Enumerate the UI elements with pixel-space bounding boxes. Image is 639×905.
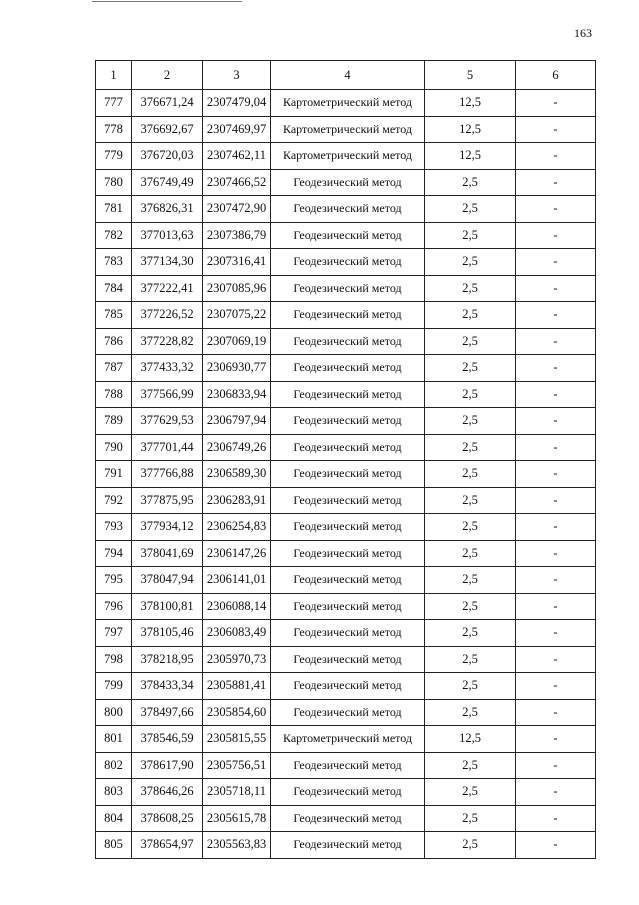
table-row <box>96 805 596 832</box>
cell-point-number: 788 <box>96 381 132 408</box>
cell-method: Геодезический метод <box>271 461 425 488</box>
cell-note: - <box>516 222 596 249</box>
cell-point-number: 795 <box>96 567 132 594</box>
cell-x-coordinate: 378433,34 <box>132 673 203 700</box>
cell-x-coordinate: 377134,30 <box>132 249 203 276</box>
cell-point-number: 799 <box>96 673 132 700</box>
cell-note: - <box>516 646 596 673</box>
cell-x-coordinate: 377934,12 <box>132 514 203 541</box>
cell-method: Геодезический метод <box>271 434 425 461</box>
cell-y-coordinate: 2306749,26 <box>203 434 271 461</box>
cell-note: - <box>516 275 596 302</box>
table-row <box>96 673 596 700</box>
cell-x-coordinate: 378047,94 <box>132 567 203 594</box>
cell-y-coordinate: 2307085,96 <box>203 275 271 302</box>
cell-point-number: 779 <box>96 143 132 170</box>
cell-x-coordinate: 378105,46 <box>132 620 203 647</box>
cell-accuracy: 2,5 <box>425 222 516 249</box>
header-col-2: 2 <box>132 61 203 90</box>
coordinates-table <box>95 60 596 859</box>
cell-y-coordinate: 2306254,83 <box>203 514 271 541</box>
cell-note: - <box>516 832 596 859</box>
table-row <box>96 90 596 117</box>
cell-method: Картометрический метод <box>271 116 425 143</box>
cell-method: Геодезический метод <box>271 832 425 859</box>
cell-note: - <box>516 514 596 541</box>
cell-note: - <box>516 196 596 223</box>
cell-y-coordinate: 2306283,91 <box>203 487 271 514</box>
cell-y-coordinate: 2306083,49 <box>203 620 271 647</box>
cell-note: - <box>516 620 596 647</box>
cell-x-coordinate: 377766,88 <box>132 461 203 488</box>
cell-note: - <box>516 567 596 594</box>
top-rule <box>92 1 242 2</box>
header-col-4: 4 <box>271 61 425 90</box>
table-row <box>96 381 596 408</box>
cell-note: - <box>516 593 596 620</box>
table-row <box>96 434 596 461</box>
table-row <box>96 116 596 143</box>
cell-y-coordinate: 2307069,19 <box>203 328 271 355</box>
cell-method: Геодезический метод <box>271 408 425 435</box>
cell-point-number: 789 <box>96 408 132 435</box>
table-row <box>96 540 596 567</box>
cell-accuracy: 2,5 <box>425 752 516 779</box>
cell-note: - <box>516 434 596 461</box>
table-header <box>96 61 596 90</box>
table-row <box>96 620 596 647</box>
table-row <box>96 408 596 435</box>
table-row <box>96 487 596 514</box>
table-row <box>96 593 596 620</box>
cell-note: - <box>516 752 596 779</box>
cell-y-coordinate: 2305718,11 <box>203 779 271 806</box>
cell-x-coordinate: 376720,03 <box>132 143 203 170</box>
cell-accuracy: 2,5 <box>425 169 516 196</box>
cell-y-coordinate: 2306833,94 <box>203 381 271 408</box>
cell-x-coordinate: 378546,59 <box>132 726 203 753</box>
cell-method: Геодезический метод <box>271 249 425 276</box>
table-row <box>96 222 596 249</box>
cell-method: Геодезический метод <box>271 540 425 567</box>
cell-method: Картометрический метод <box>271 726 425 753</box>
cell-method: Геодезический метод <box>271 779 425 806</box>
cell-x-coordinate: 377222,41 <box>132 275 203 302</box>
cell-point-number: 798 <box>96 646 132 673</box>
cell-note: - <box>516 355 596 382</box>
page-number: 163 <box>574 26 592 40</box>
cell-note: - <box>516 90 596 117</box>
table-row <box>96 752 596 779</box>
cell-x-coordinate: 377228,82 <box>132 328 203 355</box>
cell-accuracy: 2,5 <box>425 673 516 700</box>
cell-point-number: 797 <box>96 620 132 647</box>
table-row <box>96 249 596 276</box>
cell-y-coordinate: 2307479,04 <box>203 90 271 117</box>
cell-method: Геодезический метод <box>271 514 425 541</box>
cell-point-number: 805 <box>96 832 132 859</box>
cell-x-coordinate: 377226,52 <box>132 302 203 329</box>
cell-method: Геодезический метод <box>271 752 425 779</box>
cell-accuracy: 2,5 <box>425 646 516 673</box>
table-row <box>96 514 596 541</box>
cell-y-coordinate: 2306930,77 <box>203 355 271 382</box>
header-col-6: 6 <box>516 61 596 90</box>
cell-point-number: 801 <box>96 726 132 753</box>
cell-point-number: 777 <box>96 90 132 117</box>
cell-note: - <box>516 805 596 832</box>
cell-accuracy: 2,5 <box>425 408 516 435</box>
cell-accuracy: 2,5 <box>425 196 516 223</box>
cell-accuracy: 2,5 <box>425 514 516 541</box>
cell-y-coordinate: 2305756,51 <box>203 752 271 779</box>
table-body <box>96 90 596 859</box>
cell-method: Картометрический метод <box>271 90 425 117</box>
header-col-5: 5 <box>425 61 516 90</box>
cell-x-coordinate: 376749,49 <box>132 169 203 196</box>
cell-y-coordinate: 2305881,41 <box>203 673 271 700</box>
cell-point-number: 792 <box>96 487 132 514</box>
cell-accuracy: 2,5 <box>425 620 516 647</box>
cell-point-number: 785 <box>96 302 132 329</box>
cell-x-coordinate: 377566,99 <box>132 381 203 408</box>
cell-accuracy: 2,5 <box>425 328 516 355</box>
cell-y-coordinate: 2306147,26 <box>203 540 271 567</box>
cell-x-coordinate: 377013,63 <box>132 222 203 249</box>
cell-note: - <box>516 328 596 355</box>
cell-method: Геодезический метод <box>271 487 425 514</box>
cell-point-number: 790 <box>96 434 132 461</box>
cell-accuracy: 2,5 <box>425 461 516 488</box>
cell-x-coordinate: 378041,69 <box>132 540 203 567</box>
cell-accuracy: 12,5 <box>425 143 516 170</box>
header-col-1: 1 <box>96 61 132 90</box>
cell-accuracy: 2,5 <box>425 805 516 832</box>
cell-y-coordinate: 2306088,14 <box>203 593 271 620</box>
cell-method: Геодезический метод <box>271 302 425 329</box>
table-row <box>96 169 596 196</box>
table-row <box>96 832 596 859</box>
cell-accuracy: 12,5 <box>425 726 516 753</box>
table-row <box>96 699 596 726</box>
cell-y-coordinate: 2307316,41 <box>203 249 271 276</box>
cell-x-coordinate: 377629,53 <box>132 408 203 435</box>
cell-point-number: 787 <box>96 355 132 382</box>
cell-accuracy: 2,5 <box>425 249 516 276</box>
cell-accuracy: 2,5 <box>425 540 516 567</box>
cell-y-coordinate: 2307472,90 <box>203 196 271 223</box>
header-col-3: 3 <box>203 61 271 90</box>
table-row <box>96 275 596 302</box>
cell-point-number: 780 <box>96 169 132 196</box>
cell-note: - <box>516 249 596 276</box>
cell-y-coordinate: 2307386,79 <box>203 222 271 249</box>
cell-note: - <box>516 116 596 143</box>
cell-x-coordinate: 378218,95 <box>132 646 203 673</box>
cell-y-coordinate: 2307469,97 <box>203 116 271 143</box>
cell-x-coordinate: 377701,44 <box>132 434 203 461</box>
cell-accuracy: 2,5 <box>425 699 516 726</box>
cell-point-number: 800 <box>96 699 132 726</box>
table-row <box>96 328 596 355</box>
cell-y-coordinate: 2305815,55 <box>203 726 271 753</box>
cell-accuracy: 2,5 <box>425 593 516 620</box>
cell-note: - <box>516 673 596 700</box>
cell-method: Геодезический метод <box>271 699 425 726</box>
cell-y-coordinate: 2305970,73 <box>203 646 271 673</box>
cell-y-coordinate: 2307466,52 <box>203 169 271 196</box>
table-row <box>96 461 596 488</box>
cell-method: Геодезический метод <box>271 355 425 382</box>
cell-note: - <box>516 302 596 329</box>
cell-point-number: 781 <box>96 196 132 223</box>
cell-point-number: 796 <box>96 593 132 620</box>
cell-y-coordinate: 2306589,30 <box>203 461 271 488</box>
cell-point-number: 804 <box>96 805 132 832</box>
cell-point-number: 793 <box>96 514 132 541</box>
cell-method: Геодезический метод <box>271 620 425 647</box>
cell-method: Геодезический метод <box>271 381 425 408</box>
cell-method: Геодезический метод <box>271 196 425 223</box>
cell-accuracy: 2,5 <box>425 355 516 382</box>
table-row <box>96 196 596 223</box>
cell-method: Геодезический метод <box>271 169 425 196</box>
cell-method: Геодезический метод <box>271 673 425 700</box>
cell-x-coordinate: 378654,97 <box>132 832 203 859</box>
cell-y-coordinate: 2306141,01 <box>203 567 271 594</box>
cell-y-coordinate: 2305615,78 <box>203 805 271 832</box>
table-row <box>96 355 596 382</box>
cell-note: - <box>516 169 596 196</box>
cell-x-coordinate: 377875,95 <box>132 487 203 514</box>
cell-accuracy: 12,5 <box>425 116 516 143</box>
cell-point-number: 794 <box>96 540 132 567</box>
cell-note: - <box>516 540 596 567</box>
cell-y-coordinate: 2305563,83 <box>203 832 271 859</box>
cell-note: - <box>516 699 596 726</box>
cell-point-number: 782 <box>96 222 132 249</box>
table-row <box>96 143 596 170</box>
cell-method: Геодезический метод <box>271 646 425 673</box>
cell-point-number: 784 <box>96 275 132 302</box>
cell-method: Геодезический метод <box>271 275 425 302</box>
table-row <box>96 779 596 806</box>
cell-x-coordinate: 378497,66 <box>132 699 203 726</box>
cell-method: Геодезический метод <box>271 328 425 355</box>
table-row <box>96 302 596 329</box>
table-row <box>96 567 596 594</box>
header-row <box>96 61 596 90</box>
cell-accuracy: 2,5 <box>425 302 516 329</box>
cell-point-number: 783 <box>96 249 132 276</box>
cell-note: - <box>516 461 596 488</box>
cell-y-coordinate: 2307075,22 <box>203 302 271 329</box>
cell-point-number: 802 <box>96 752 132 779</box>
cell-accuracy: 2,5 <box>425 832 516 859</box>
cell-point-number: 791 <box>96 461 132 488</box>
cell-method: Геодезический метод <box>271 567 425 594</box>
cell-y-coordinate: 2305854,60 <box>203 699 271 726</box>
cell-x-coordinate: 377433,32 <box>132 355 203 382</box>
cell-note: - <box>516 779 596 806</box>
cell-accuracy: 2,5 <box>425 381 516 408</box>
cell-x-coordinate: 378617,90 <box>132 752 203 779</box>
cell-x-coordinate: 376826,31 <box>132 196 203 223</box>
table-row <box>96 726 596 753</box>
table-row <box>96 646 596 673</box>
cell-accuracy: 2,5 <box>425 779 516 806</box>
cell-point-number: 778 <box>96 116 132 143</box>
cell-note: - <box>516 381 596 408</box>
cell-note: - <box>516 143 596 170</box>
cell-accuracy: 2,5 <box>425 487 516 514</box>
cell-note: - <box>516 408 596 435</box>
cell-method: Геодезический метод <box>271 805 425 832</box>
cell-y-coordinate: 2306797,94 <box>203 408 271 435</box>
cell-point-number: 786 <box>96 328 132 355</box>
cell-y-coordinate: 2307462,11 <box>203 143 271 170</box>
cell-accuracy: 12,5 <box>425 90 516 117</box>
cell-note: - <box>516 487 596 514</box>
cell-method: Геодезический метод <box>271 593 425 620</box>
cell-point-number: 803 <box>96 779 132 806</box>
cell-accuracy: 2,5 <box>425 434 516 461</box>
cell-accuracy: 2,5 <box>425 275 516 302</box>
cell-method: Картометрический метод <box>271 143 425 170</box>
cell-note: - <box>516 726 596 753</box>
cell-x-coordinate: 378646,26 <box>132 779 203 806</box>
cell-x-coordinate: 376692,67 <box>132 116 203 143</box>
cell-x-coordinate: 376671,24 <box>132 90 203 117</box>
cell-x-coordinate: 378608,25 <box>132 805 203 832</box>
cell-x-coordinate: 378100,81 <box>132 593 203 620</box>
cell-method: Геодезический метод <box>271 222 425 249</box>
cell-accuracy: 2,5 <box>425 567 516 594</box>
